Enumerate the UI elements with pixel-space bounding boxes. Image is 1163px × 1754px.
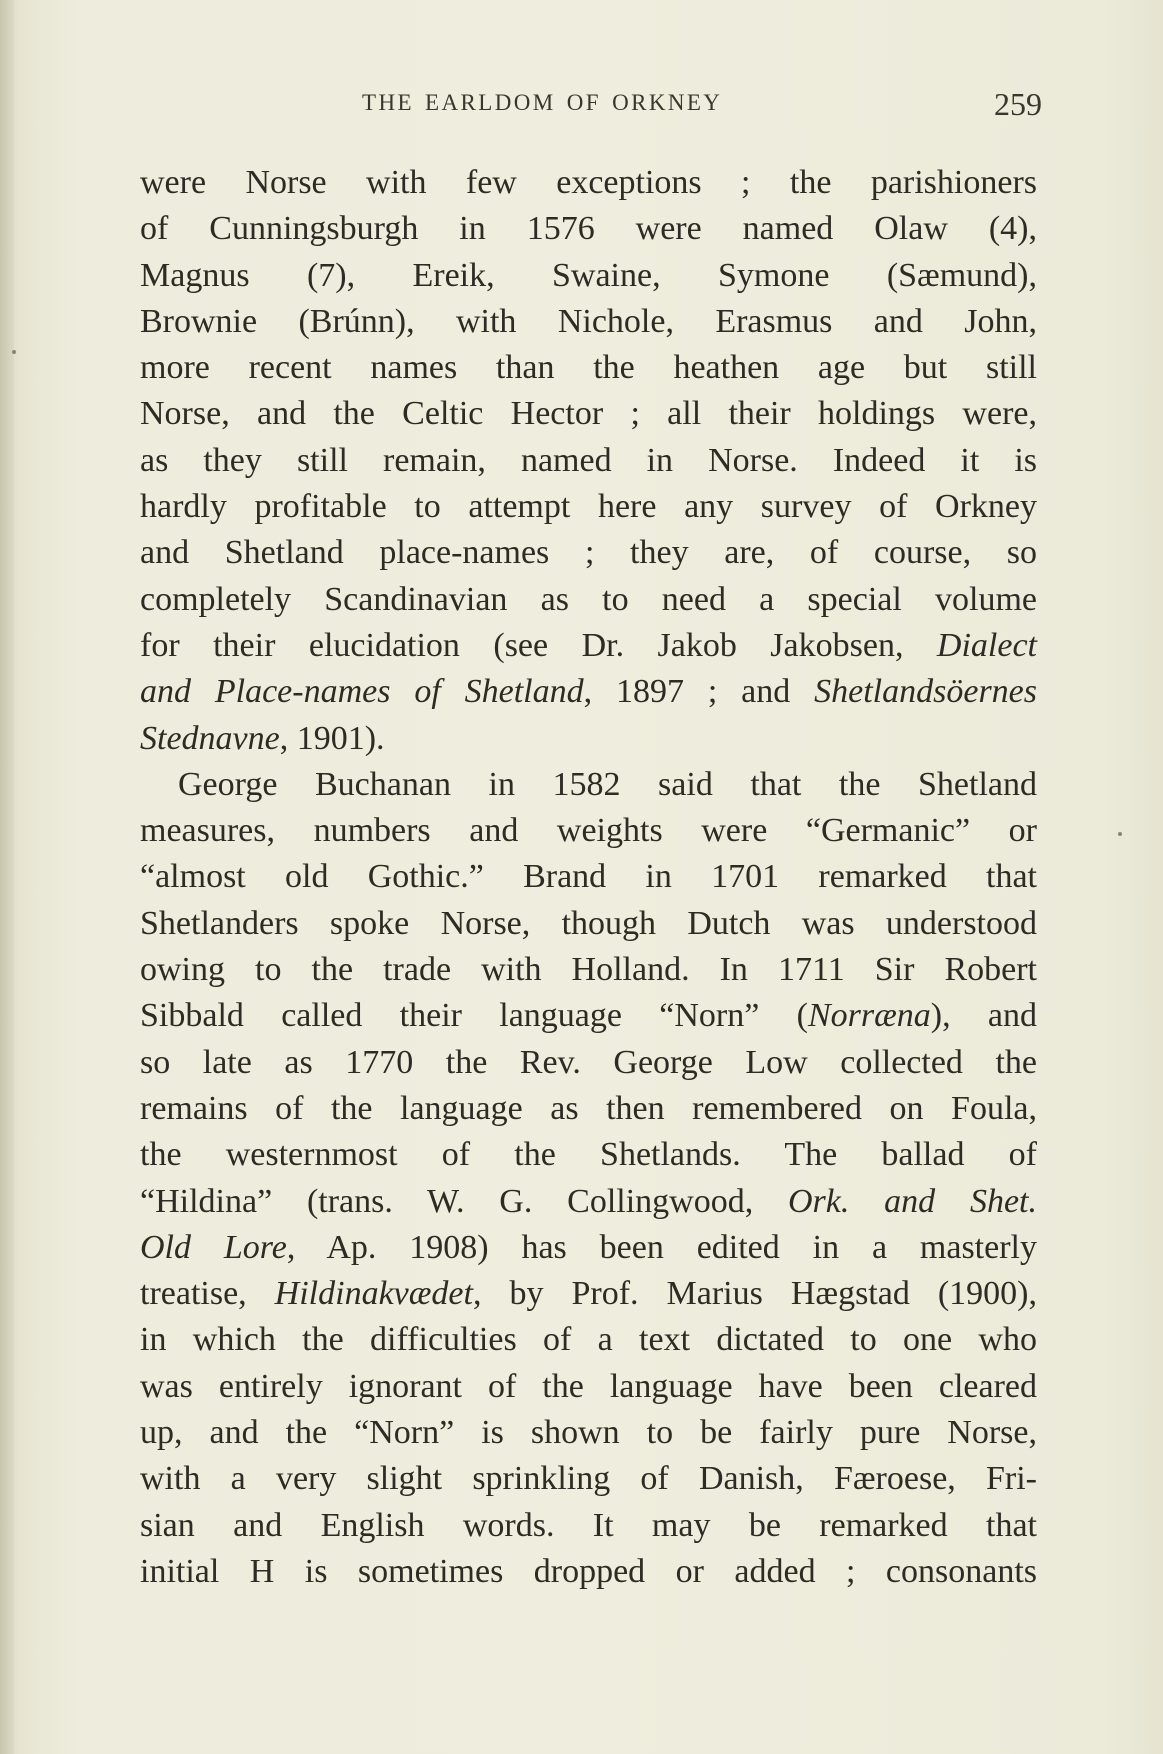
text-segment: measures, numbers and weights were “Germanic” or — [140, 812, 1037, 850]
text-line — [140, 993, 1037, 1039]
text-line — [140, 484, 1037, 530]
text-line — [140, 299, 1037, 345]
text-line — [140, 1179, 1037, 1225]
page-number: 259 — [994, 86, 1042, 122]
text-segment: owing to the trade with Holland. In 1711 Sir Robert — [140, 951, 1037, 989]
text-segment: , 1901). — [279, 719, 385, 757]
text-segment: George Buchanan in 1582 said that the Shetland — [178, 765, 1037, 803]
text-line — [140, 623, 1037, 669]
italic-text: Ork. and Shet. — [788, 1182, 1037, 1220]
text-segment: “almost old Gothic.” Brand in 1701 remarked that — [140, 858, 1037, 896]
text-line — [140, 762, 1037, 808]
text-line — [140, 854, 1037, 900]
text-line — [140, 947, 1037, 993]
text-line — [140, 1132, 1037, 1178]
text-segment: , Ap. 1908) has been edited in a masterly — [286, 1228, 1037, 1266]
text-segment: were Norse with few exceptions ; the parishioners — [140, 164, 1037, 201]
binding-edge — [0, 0, 14, 1754]
text-line — [140, 1549, 1037, 1595]
italic-text: Shetlandsöernes — [814, 673, 1037, 711]
text-line — [140, 1410, 1037, 1456]
text-segment: in which the difficulties of a text dictated to one who — [140, 1321, 1037, 1359]
text-line — [140, 901, 1037, 947]
body-text — [140, 160, 1037, 1595]
running-title: THE EARLDOM OF ORKNEY — [362, 90, 723, 115]
italic-text: Hildinakvædet — [274, 1275, 473, 1313]
text-line — [140, 669, 1037, 715]
italic-text: Old Lore — [140, 1228, 287, 1266]
text-segment: Norse, and the Celtic Hector ; all their holdings were, — [140, 395, 1037, 433]
text-segment: with a very slight sprinkling of Danish, Færoese, Fri- — [140, 1460, 1037, 1498]
text-line — [140, 716, 1037, 762]
text-segment: Brownie (Brúnn), with Nichole, Erasmus and John, — [140, 302, 1037, 340]
text-line — [140, 1271, 1037, 1317]
text-segment: more recent names than the heathen age but still — [140, 349, 1037, 387]
text-line — [140, 577, 1037, 623]
text-line — [140, 808, 1037, 854]
text-segment: was entirely ignorant of the language have been cleared — [140, 1367, 1037, 1405]
text-segment: remains of the language as then remembered on Foula, — [140, 1089, 1037, 1127]
text-segment: ), and — [930, 997, 1037, 1035]
text-segment: , 1897 ; and — [583, 673, 815, 711]
text-line — [140, 1317, 1037, 1363]
text-segment: sian and English words. It may be remarked that — [140, 1506, 1037, 1544]
text-segment: , by Prof. Marius Hægstad (1900), — [472, 1275, 1037, 1313]
text-segment: and Shetland place-names ; they are, of course, so — [140, 534, 1037, 572]
text-line — [140, 1456, 1037, 1502]
text-line — [140, 391, 1037, 437]
text-line — [140, 345, 1037, 391]
text-segment: Sibbald called their language “Norn” ( — [140, 997, 808, 1035]
text-segment: so late as 1770 the Rev. George Low collected the — [140, 1043, 1037, 1081]
text-line — [140, 1040, 1037, 1086]
text-segment: initial H is sometimes dropped or added ; consonants — [140, 1552, 1037, 1590]
text-segment: “Hildina” (trans. W. G. Collingwood, — [140, 1182, 788, 1220]
text-segment: Shetlanders spoke Norse, though Dutch was understood — [140, 904, 1037, 942]
text-line — [140, 1364, 1037, 1410]
text-segment: hardly profitable to attempt here any survey of Orkney — [140, 488, 1037, 526]
page-speck — [1118, 832, 1122, 836]
italic-text: Norræna — [807, 997, 931, 1035]
text-line — [140, 253, 1037, 299]
text-segment: of Cunningsburgh in 1576 were named Olaw (4), — [140, 210, 1037, 248]
italic-text: Stednavne — [140, 719, 280, 757]
text-line — [140, 1086, 1037, 1132]
text-line — [140, 206, 1037, 252]
text-segment: the westernmost of the Shetlands. The ballad of — [140, 1136, 1037, 1174]
text-segment: completely Scandinavian as to need a special volume — [140, 580, 1037, 618]
text-line — [140, 438, 1037, 484]
text-segment: treatise, — [140, 1275, 275, 1313]
text-segment: Magnus (7), Ereik, Swaine, Symone (Sæmund), — [140, 256, 1037, 294]
text-line — [140, 1503, 1037, 1549]
text-line — [140, 530, 1037, 576]
text-segment: as they still remain, named in Norse. Indeed it is — [140, 441, 1037, 479]
italic-text: and Place-names of Shetland — [140, 673, 584, 711]
text-line — [140, 160, 1037, 206]
italic-text: Dialect — [936, 626, 1037, 664]
page-speck — [12, 350, 16, 354]
text-segment: up, and the “Norn” is shown to be fairly pure Norse, — [140, 1414, 1037, 1452]
text-segment: for their elucidation (see Dr. Jakob Jakobsen, — [140, 626, 937, 664]
running-head — [140, 86, 1042, 130]
text-line — [140, 1225, 1037, 1271]
